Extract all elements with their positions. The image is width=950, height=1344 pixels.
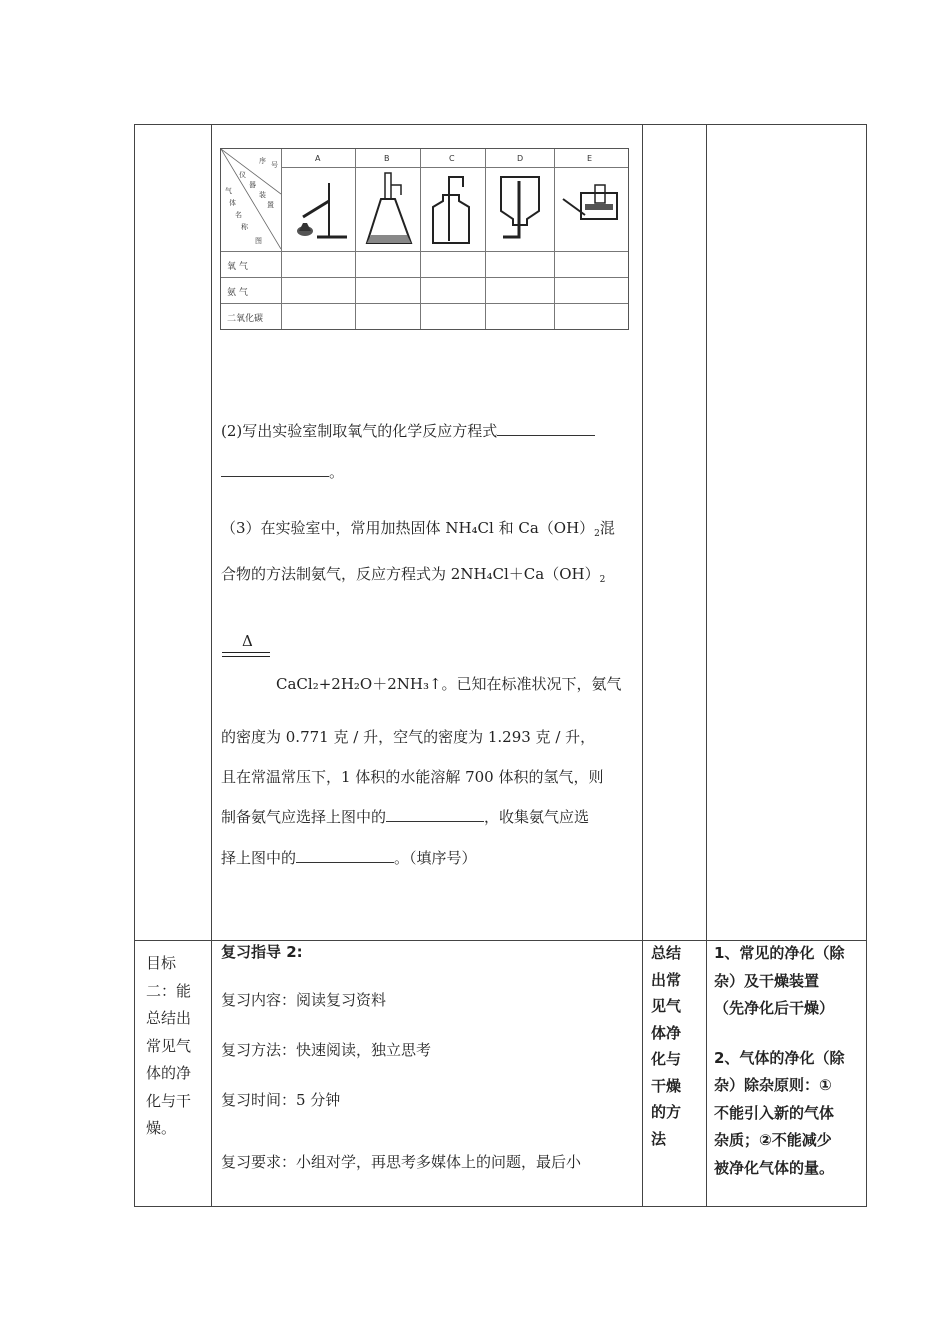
question-3-line5: 且在常温常压下，1 体积的水能溶解 700 体积的氢气，则 — [221, 768, 604, 786]
goal-2-label: 目标 二：能 总结出 常见气 体的净 化与干 燥。 — [146, 954, 192, 1137]
svg-text:称: 称 — [241, 223, 248, 231]
col-label-d: D — [517, 154, 524, 163]
apparatus-b-icon — [361, 171, 417, 249]
col-divider — [706, 125, 707, 1206]
question-2-cont: 。 — [221, 462, 344, 482]
answer-blank[interactable] — [221, 462, 329, 477]
review-time: 复习时间：5 分钟 — [221, 1091, 341, 1109]
answer-blank[interactable] — [497, 421, 595, 436]
question-3-line7: 择上图中的 。（填序号） — [221, 849, 477, 867]
apparatus-e-icon — [561, 171, 627, 249]
row-label-oxygen: 氧 气 — [227, 262, 248, 272]
col-divider — [642, 125, 643, 1206]
svg-text:气: 气 — [225, 187, 232, 195]
col-divider — [211, 125, 212, 1206]
row-label-ammonia: 氨 气 — [227, 288, 248, 298]
row-label-co2: 二氧化碳 — [227, 314, 264, 324]
question-3-line2: 合物的方法制氨气，反应方程式为 $2NH_4Cl+Ca(OH)_2$ — [221, 565, 606, 585]
apparatus-table — [220, 148, 629, 330]
question-3-line4: 的密度为 0.771 克 / 升，空气的密度为 1.293 克 / 升， — [221, 728, 596, 746]
svg-text:图: 图 — [255, 237, 262, 245]
svg-text:仪: 仪 — [239, 171, 246, 179]
question-3-line3: CaCl₂+2H₂O＋2NH₃↑。已知在标准状况下，氨气 — [276, 675, 622, 693]
purification-notes: 1、常见的净化（除 杂）及干燥装置 （先净化后干燥） 2、气体的净化（除 杂）除杂原则：① 不能引入新的气体 杂质；②不能减少 被净化气体的量。 — [714, 944, 845, 1177]
summary-column: 总结 出常 见气 体净 化与 干燥 的方 法 — [651, 944, 682, 1148]
svg-text:号: 号 — [271, 161, 278, 169]
svg-text:置: 置 — [267, 201, 274, 209]
review-content: 复习内容：阅读复习资料 — [221, 991, 387, 1009]
question-2: (2)写出实验室制取氧气的化学反应方程式 — [221, 421, 595, 441]
col-label-b: B — [384, 154, 390, 163]
apparatus-a-icon — [289, 171, 349, 249]
svg-text:器: 器 — [249, 181, 256, 189]
svg-text:装: 装 — [259, 191, 266, 199]
col-label-e: E — [587, 154, 593, 163]
apparatus-c-icon — [429, 171, 479, 249]
apparatus-d-icon — [493, 171, 549, 249]
answer-blank[interactable] — [386, 807, 484, 822]
corner-diagonal — [221, 149, 281, 251]
col-label-c: C — [449, 154, 455, 163]
col-label-a: A — [315, 154, 321, 163]
guide-title: 复习指导 2: — [221, 943, 303, 961]
heating-condition: Δ — [222, 632, 270, 660]
question-3-line1: （3）在实验室中，常用加热固体 NH₄Cl 和 $Ca(OH)_2$混 — [221, 519, 615, 539]
svg-text:体: 体 — [229, 199, 236, 207]
review-method: 复习方法：快速阅读，独立思考 — [221, 1041, 432, 1059]
svg-text:名: 名 — [235, 211, 242, 219]
svg-text:序: 序 — [259, 157, 266, 165]
answer-blank[interactable] — [296, 848, 394, 863]
question-3-line6: 制备氨气应选择上图中的 ，收集氨气应选 — [221, 808, 590, 826]
review-requirement: 复习要求：小组对学，再思考多媒体上的问题，最后小 — [221, 1153, 582, 1171]
